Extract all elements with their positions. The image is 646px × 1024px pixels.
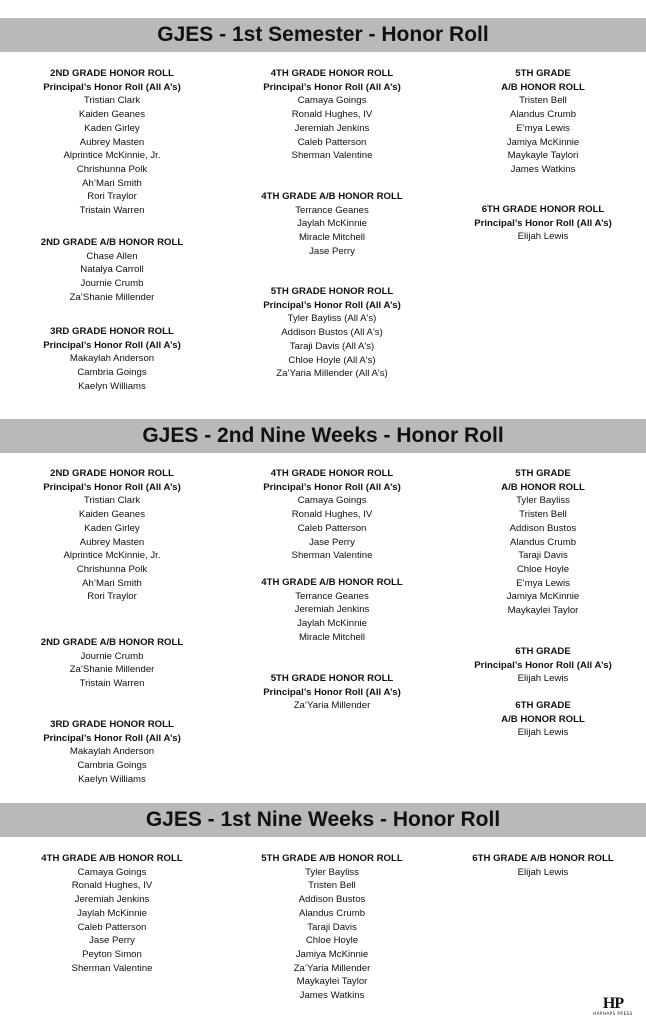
- student-name: Aubrey Masten: [79, 136, 145, 148]
- student-name: Maykaylei Taylor: [296, 976, 368, 988]
- honor-group: [222, 67, 442, 163]
- student-name: Jamiya McKinnie: [295, 948, 369, 960]
- student-name: Kaiden Geanes: [78, 509, 146, 521]
- student-name: Jeremiah Jenkins: [294, 122, 370, 134]
- student-name: James Watkins: [510, 163, 576, 175]
- group-title: 4TH GRADE HONOR ROLL: [270, 468, 394, 479]
- group-subtitle: Principal’s Honor Roll (All A’s): [263, 299, 401, 311]
- section-2-title: GJES - 2nd Nine Weeks - Honor Roll: [0, 419, 646, 453]
- student-name: Chloe Hoyle: [516, 563, 570, 575]
- honor-group: [222, 467, 442, 563]
- student-name: Aubrey Masten: [79, 536, 145, 548]
- student-name: Miracle Mitchell: [298, 631, 366, 643]
- student-name: Elijah Lewis: [517, 231, 569, 243]
- student-name: Camaya Goings: [297, 495, 367, 507]
- student-name: Tyler Bayliss: [305, 866, 359, 878]
- student-name: Addison Bustos: [298, 894, 366, 906]
- student-name: Ronald Hughes, IV: [291, 109, 373, 121]
- group-title: 2ND GRADE A/B HONOR ROLL: [40, 237, 184, 248]
- student-name: Kaiden Geanes: [78, 109, 146, 121]
- student-name: Elijah Lewis: [517, 727, 569, 739]
- group-subtitle: Principal’s Honor Roll (All A’s): [43, 732, 181, 744]
- section-3-title: GJES - 1st Nine Weeks - Honor Roll: [0, 803, 646, 837]
- honor-group: [440, 467, 646, 618]
- honor-group: [440, 67, 646, 177]
- student-name: Tristain Warren: [79, 678, 145, 690]
- honor-group: [440, 645, 646, 686]
- group-title: 5TH GRADE: [515, 468, 571, 479]
- student-name: Taraji Davis: [307, 921, 357, 933]
- student-name: Alandus Crumb: [509, 109, 577, 121]
- logo-mark: HP: [602, 995, 624, 1012]
- group-subtitle: Principal’s Honor Roll (All A’s): [263, 686, 401, 698]
- honor-group: [2, 467, 222, 604]
- student-name: Jamiya McKinnie: [506, 136, 580, 148]
- student-name: Maykaylei Taylor: [507, 605, 579, 617]
- honor-group: [222, 852, 442, 1003]
- honor-group: [222, 190, 442, 259]
- student-name: Sherman Valentine: [291, 550, 373, 562]
- group-title: 4TH GRADE A/B HONOR ROLL: [261, 191, 403, 202]
- honor-group: [2, 852, 222, 975]
- student-name: Tristen Bell: [519, 95, 567, 107]
- student-name: E’mya Lewis: [516, 577, 570, 589]
- group-title: 5TH GRADE: [515, 68, 571, 79]
- student-name: Chrishunna Polk: [76, 563, 148, 575]
- student-name: Caleb Patterson: [297, 522, 367, 534]
- student-name: Elijah Lewis: [517, 673, 569, 685]
- student-name: Tristian Clark: [83, 495, 141, 507]
- honor-group: [222, 285, 442, 381]
- publisher-logo: [590, 994, 636, 1016]
- student-name: Miracle Mitchell: [298, 232, 366, 244]
- group-subtitle: A/B HONOR ROLL: [501, 713, 585, 725]
- student-name: Taraji Davis (All A's): [289, 340, 375, 352]
- student-name: Tristen Bell: [308, 880, 356, 892]
- student-name: Ronald Hughes, IV: [291, 509, 373, 521]
- group-title: 2ND GRADE HONOR ROLL: [50, 68, 174, 79]
- student-name: Addison Bustos: [509, 522, 577, 534]
- group-title: 3RD GRADE HONOR ROLL: [50, 326, 174, 337]
- student-name: Ronald Hughes, IV: [71, 880, 153, 892]
- group-subtitle: Principal’s Honor Roll (All A’s): [43, 81, 181, 93]
- student-name: Alprintice McKinnie, Jr.: [63, 550, 161, 562]
- student-name: Peyton Simon: [82, 948, 142, 960]
- student-name: Jaylah McKinnie: [297, 218, 367, 230]
- group-title: 5TH GRADE HONOR ROLL: [270, 673, 394, 684]
- student-name: Elijah Lewis: [517, 866, 569, 878]
- student-name: Makaylah Anderson: [69, 746, 155, 758]
- group-title: 5TH GRADE A/B HONOR ROLL: [261, 853, 403, 864]
- student-name: Caleb Patterson: [297, 136, 367, 148]
- group-title: 4TH GRADE HONOR ROLL: [270, 68, 394, 79]
- group-title: 4TH GRADE A/B HONOR ROLL: [41, 853, 183, 864]
- student-name: Kaden Girley: [84, 122, 140, 134]
- group-title: 6TH GRADE: [515, 646, 571, 657]
- group-subtitle: Principal’s Honor Roll (All A’s): [263, 81, 401, 93]
- group-subtitle: Principal’s Honor Roll (All A’s): [474, 217, 612, 229]
- student-name: Alandus Crumb: [298, 907, 366, 919]
- group-subtitle: A/B HONOR ROLL: [501, 481, 585, 493]
- group-title: 2ND GRADE A/B HONOR ROLL: [40, 637, 184, 648]
- student-name: Tristain Warren: [79, 205, 145, 217]
- student-name: Jaylah McKinnie: [297, 618, 367, 630]
- honor-group: [222, 576, 442, 645]
- student-name: Chrishunna Polk: [76, 163, 148, 175]
- student-name: Terrance Geanes: [295, 590, 369, 602]
- group-title: 6TH GRADE HONOR ROLL: [481, 204, 605, 215]
- student-name: Chloe Hoyle (All A's): [288, 354, 376, 366]
- group-title: 3RD GRADE HONOR ROLL: [50, 719, 174, 730]
- student-name: Kaelyn Williams: [78, 773, 146, 785]
- group-title: 6TH GRADE A/B HONOR ROLL: [472, 853, 614, 864]
- student-name: E’mya Lewis: [516, 122, 570, 134]
- student-name: Natalya Carroll: [80, 264, 144, 276]
- honor-group: [2, 67, 222, 218]
- student-name: Za’Yaria Millender (All A's): [276, 368, 388, 380]
- student-name: Rori Traylor: [87, 591, 137, 603]
- student-name: Tristen Bell: [519, 509, 567, 521]
- student-name: Camaya Goings: [77, 866, 147, 878]
- student-name: Jase Perry: [309, 245, 355, 257]
- student-name: Terrance Geanes: [295, 204, 369, 216]
- honor-group: [2, 236, 222, 305]
- student-name: Tyler Bayliss (All A's): [287, 313, 377, 325]
- group-subtitle: Principal’s Honor Roll (All A’s): [43, 339, 181, 351]
- student-name: Makaylah Anderson: [69, 353, 155, 365]
- student-name: Journie Crumb: [80, 650, 144, 662]
- group-subtitle: Principal’s Honor Roll (All A’s): [263, 481, 401, 493]
- group-title: 6TH GRADE: [515, 700, 571, 711]
- student-name: Journie Crumb: [80, 278, 144, 290]
- student-name: Jeremiah Jenkins: [294, 604, 370, 616]
- honor-group: [440, 203, 646, 244]
- honor-group: [440, 699, 646, 740]
- student-name: Rori Traylor: [87, 191, 137, 203]
- student-name: Kaden Girley: [84, 522, 140, 534]
- honor-group: [2, 718, 222, 787]
- logo-text: HAPHAPS PRESS: [593, 1011, 633, 1016]
- student-name: Za’Shanie Millender: [69, 664, 155, 676]
- student-name: Sherman Valentine: [71, 962, 153, 974]
- student-name: Jeremiah Jenkins: [74, 894, 150, 906]
- group-title: 2ND GRADE HONOR ROLL: [50, 468, 174, 479]
- honor-group: [440, 852, 646, 879]
- honor-group: [2, 636, 222, 691]
- student-name: Za’Yaria Millender: [293, 700, 371, 712]
- student-name: Alandus Crumb: [509, 536, 577, 548]
- student-name: Za’Yaria Millender: [293, 962, 371, 974]
- student-name: Jamiya McKinnie: [506, 591, 580, 603]
- student-name: Camaya Goings: [297, 95, 367, 107]
- student-name: Addison Bustos (All A's): [281, 327, 383, 339]
- student-name: James Watkins: [299, 990, 365, 1002]
- student-name: Caleb Patterson: [77, 921, 147, 933]
- student-name: Kaelyn Williams: [78, 380, 146, 392]
- student-name: Tyler Bayliss: [516, 495, 570, 507]
- student-name: Sherman Valentine: [291, 150, 373, 162]
- student-name: Taraji Davis: [518, 550, 568, 562]
- section-1-title: GJES - 1st Semester - Honor Roll: [0, 18, 646, 52]
- student-name: Chloe Hoyle: [305, 935, 359, 947]
- student-name: Chase Allen: [86, 250, 138, 262]
- student-name: Cambria Goings: [77, 760, 147, 772]
- group-subtitle: A/B HONOR ROLL: [501, 81, 585, 93]
- group-subtitle: Principal’s Honor Roll (All A’s): [474, 659, 612, 671]
- group-title: 4TH GRADE A/B HONOR ROLL: [261, 577, 403, 588]
- student-name: Ah’Mari Smith: [82, 177, 142, 189]
- group-subtitle: Principal’s Honor Roll (All A’s): [43, 481, 181, 493]
- student-name: Maykayle Taylori: [507, 150, 579, 162]
- student-name: Cambria Goings: [77, 367, 147, 379]
- student-name: Tristian Clark: [83, 95, 141, 107]
- student-name: Za’Shanie Millender: [69, 291, 155, 303]
- group-title: 5TH GRADE HONOR ROLL: [270, 286, 394, 297]
- student-name: Jase Perry: [309, 536, 355, 548]
- student-name: Alprintice McKinnie, Jr.: [63, 150, 161, 162]
- student-name: Jaylah McKinnie: [77, 907, 147, 919]
- student-name: Ah’Mari Smith: [82, 577, 142, 589]
- student-name: Jase Perry: [89, 935, 135, 947]
- honor-group: [222, 672, 442, 713]
- honor-group: [2, 325, 222, 394]
